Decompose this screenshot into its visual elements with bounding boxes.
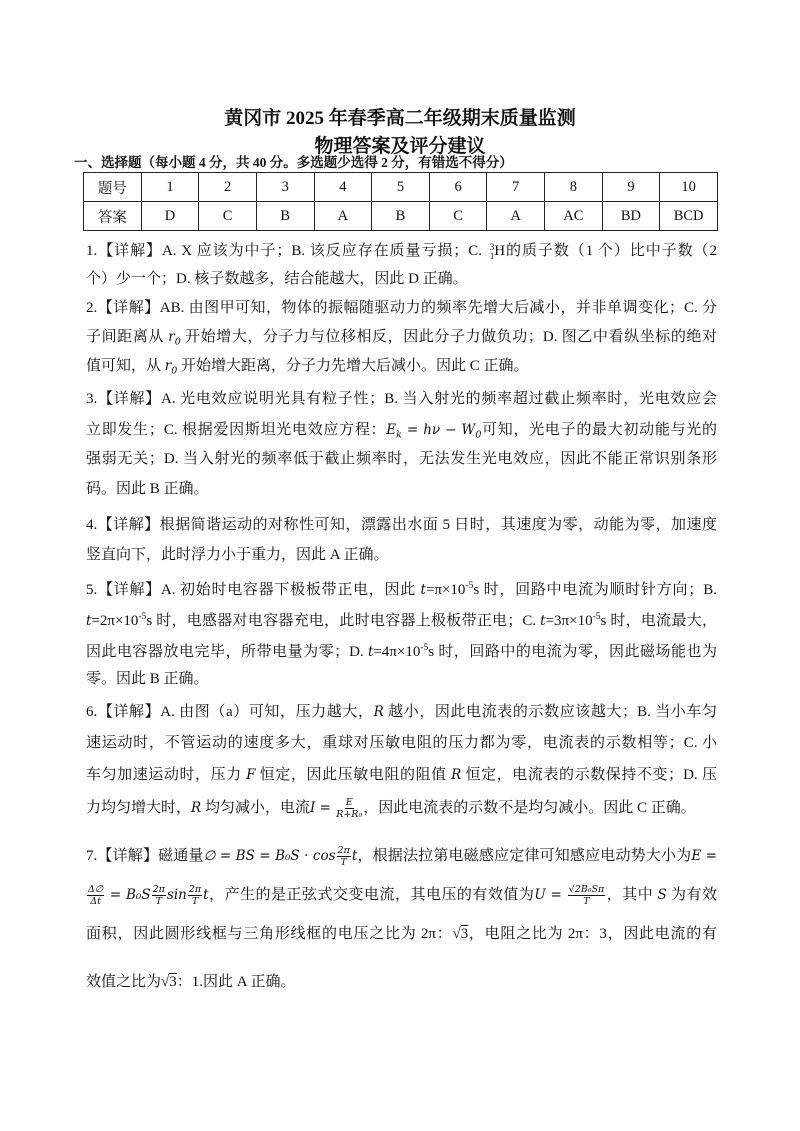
math-expression: R [373,704,384,720]
text-segment: 车匀加速运动时，压力 [86,767,247,783]
answer-cell: C [199,202,257,231]
header-label-cell: 题号 [84,173,142,202]
fraction-denominator: T [340,857,347,869]
fraction-numerator: 2π [188,884,202,896]
element-symbol: H [494,243,506,259]
fraction [337,845,351,868]
square-root: √3 [452,926,469,942]
text-segment: ，其中 [606,887,658,903]
text-segment: 效值之比为 [86,974,162,990]
text-segment: 强弱无关；D. 当入射光的频率低于截止频率时，无法发生光电效应，因此不能正常识别条形 [86,451,717,467]
text-segment: =π×10 [425,582,466,598]
isotope-notation [487,243,505,259]
math-expression: t [420,582,426,598]
fraction [568,884,606,907]
mass-number: 3 [489,241,495,252]
paragraph-5-line [86,574,717,598]
text-segment: 越小，因此电流表的示数应该越大；B. 当小车匀 [383,704,717,720]
symbol-subscript: 0 [171,365,178,377]
text-segment: 2.【详解】AB. 由图甲可知，物体的振幅随驱动力的频率先增大后减小，并非单调变化；C. 分 [86,300,717,316]
atomic-number: 1 [489,250,495,261]
text-segment: s 时，回路中的电流为零，因此磁场能也为 [428,644,717,660]
fraction-numerator: E [345,797,353,809]
paragraph-1-line [86,267,717,291]
math-expression: t [540,613,546,629]
fraction-denominator: T [583,896,590,908]
text-segment: 值可知，从 [86,358,165,374]
text-segment: 1.【详解】A. X 应该为中子；B. 该反应存在质量亏损；C. [86,243,487,259]
question-number-cell: 3 [256,173,314,202]
question-number-cell: 7 [487,173,545,202]
symbol-base: W [461,422,476,438]
fraction-numerator: 2π [337,845,350,857]
math-expression: = hν − [401,422,462,438]
square-root: √3 [161,974,177,990]
text-segment: 子间距离从 [86,329,169,345]
text-segment: 4.【详解】根据简谐运动的对称性可知，漂露出水面 5 日时，其速度为零，动能为零，加速度 [86,517,717,533]
fraction-denominator: R+R₀ [336,809,363,821]
paragraph-7-line [86,922,717,946]
answer-cell: AC [545,202,603,231]
text-segment: 个）少一个；D. 核子数越多，结合能越大，因此 D 正确。 [86,271,468,287]
math-expression: t [351,848,358,864]
text-segment: 3.【详解】A. 光电效应说明光具有粒子性；B. 当入射光的频率超过截止频率时，光电效应会 [86,391,717,407]
paragraph-3-line [86,447,717,471]
math-symbol [168,329,181,348]
table-row-numbers [84,173,718,202]
text-segment: 因此电容器放电完毕，所带电量为零；D. [86,644,368,660]
text-segment: s 时，电感器对电容器充电，此时电容器上极板带正电；C. [146,613,541,629]
text-segment: 为有效 [666,887,717,903]
question-number-cell: 6 [429,173,487,202]
exponent [593,613,601,629]
answer-cell: B [372,202,430,231]
math-expression: sin [166,887,187,903]
symbol-base: r [168,329,175,345]
symbol-base: r [164,358,172,374]
exponent-value: -5 [420,643,429,653]
text-segment: 速运动时，不管运动的速度多大，重球对压敏电阻的压力都为零，电流表的示数相等；C. 小 [86,735,717,751]
math-expression: I = [309,800,336,816]
text-segment: 力均匀增大时， [86,800,192,816]
text-segment: =4π×10 [373,644,421,660]
radicand: 3 [460,926,469,942]
paragraph-7-line [86,970,717,994]
text-segment: 码。因此 B 正确。 [86,481,209,497]
answer-cell: D [141,202,199,231]
text-segment: s 时，电流最大， [600,613,717,629]
symbol-subscript: 0 [475,429,482,441]
paragraph-4-line [86,543,717,567]
fraction [87,884,104,907]
fraction-numerator: Δ∅ [88,884,104,896]
math-expression: U = [534,887,567,903]
answer-table [83,172,718,231]
exponent-value: -5 [592,612,601,622]
text-segment: 竖直向下，此时浮力小于重力，因此 A 正确。 [86,547,389,563]
paragraph-3-line [86,387,717,411]
fraction-numerator: √2B₀Sπ [568,884,605,896]
text-segment: 零。因此 B 正确。 [86,671,209,687]
text-segment: ，根据法拉第电磁感应定律可知感应电动势大小为 [357,848,692,864]
page-subtitle: 物理答案及评分建议 [314,136,486,157]
paragraph-1-line [86,239,717,263]
math-symbol [461,422,482,441]
math-expression: E = [691,848,717,864]
fraction-denominator: Δt [90,896,101,908]
math-expression: t [367,644,374,660]
paragraph-4-line [86,513,717,537]
paragraph-6-line [86,796,717,820]
math-expression: ∅ = BS = B₀S · cos [203,848,336,864]
radicand: 3 [169,974,177,990]
paragraph-2-line [86,354,717,378]
text-segment: ，电阻之比为 2π：3，因此电流的有 [468,926,717,942]
math-expression: = B₀S [105,887,151,903]
text-segment: 恒定，因此压敏电阻的阻值 [255,767,452,783]
question-number-cell: 4 [314,173,372,202]
paragraph-6-line [86,763,717,787]
fraction-numerator: 2π [152,884,165,896]
question-number-cell: 2 [199,173,257,202]
math-expression: R [191,800,202,816]
text-segment: 5.【详解】A. 初始时电容器下极板带正电，因此 [86,582,421,598]
paragraph-5-line [86,636,717,660]
page-title: 黄冈市 2025 年春季高二年级期末质量监测 [224,108,576,129]
text-segment: 7.【详解】磁通量 [86,848,204,864]
symbol-base: E [386,422,397,438]
symbol-subscript: k [396,429,402,441]
fraction [188,884,202,907]
math-symbol [386,422,402,441]
fraction [336,797,362,820]
math-expression: R [451,767,462,783]
paragraph-6-line [86,700,717,724]
text-segment: ，因此电流表的示数不是均匀减小。因此 C 正确。 [363,800,696,816]
question-number-cell: 8 [545,173,603,202]
math-expression: S [657,887,667,903]
exponent-value: -5 [138,612,147,622]
paragraph-3-line [86,418,717,442]
answer-cell: BCD [660,202,718,231]
answer-cell: C [429,202,487,231]
text-segment: 6.【详解】A. 由图（a）可知，压力越大， [86,704,374,720]
fraction-denominator: T [155,896,162,908]
text-segment: s 时，回路中电流为顺时针方向；B. [473,582,717,598]
paragraph-5-line [86,605,717,629]
table-row-answers [84,202,718,231]
paragraph-5-line [86,667,717,691]
question-number-cell: 5 [372,173,430,202]
text-segment: ：1.因此 A 正确。 [176,974,296,990]
text-segment: 立即发生；C. 根据爱因斯坦光电效应方程： [86,422,387,438]
symbol-subscript: 0 [174,336,181,348]
text-segment: =3π×10 [545,613,593,629]
text-segment: 的质子数（1 个）比中子数（2 [505,243,717,259]
answer-cell: BD [602,202,660,231]
text-segment: 开始增大距离，分子力先增大后减小。因此 C 正确。 [177,358,529,374]
paragraph-7-line [86,844,717,868]
math-expression: t [203,887,209,903]
text-segment: ，产生的是正弦式交变电流，其电压的有效值为 [208,887,535,903]
fraction [152,884,166,907]
text-segment: =2π×10 [91,613,139,629]
question-number-cell: 10 [660,173,718,202]
paragraph-2-line [86,296,717,320]
answer-cell: B [256,202,314,231]
text-segment: 均匀减小，电流 [201,800,310,816]
math-expression: t [86,613,92,629]
paragraph-3-line [86,477,717,501]
paragraph-2-line [86,325,717,349]
math-symbol [164,358,178,377]
text-segment: 恒定，电流表的示数保持不变；D. 压 [461,767,717,783]
paragraph-6-line [86,731,717,755]
answer-cell: A [487,202,545,231]
question-number-cell: 1 [141,173,199,202]
answer-cell: A [314,202,372,231]
section-heading: 一、选择题（每小题 4 分，共 40 分。多选题少选得 2 分，有错选不得分） [74,155,513,170]
text-segment: 开始增大，分子力与位移相反，因此分子力做负功；D. 图乙中看纵坐标的绝对 [180,329,717,345]
question-number-cell: 9 [602,173,660,202]
paragraph-7-line [86,883,717,907]
text-segment: 可知，光电子的最大初动能与光的 [481,422,717,438]
text-segment: 面积，因此圆形线框与三角形线框的电压之比为 2π： [86,926,453,942]
math-expression: F [246,767,256,783]
exponent-value: -5 [465,581,474,591]
answer-label-cell: 答案 [84,202,142,231]
fraction-denominator: T [191,896,199,908]
